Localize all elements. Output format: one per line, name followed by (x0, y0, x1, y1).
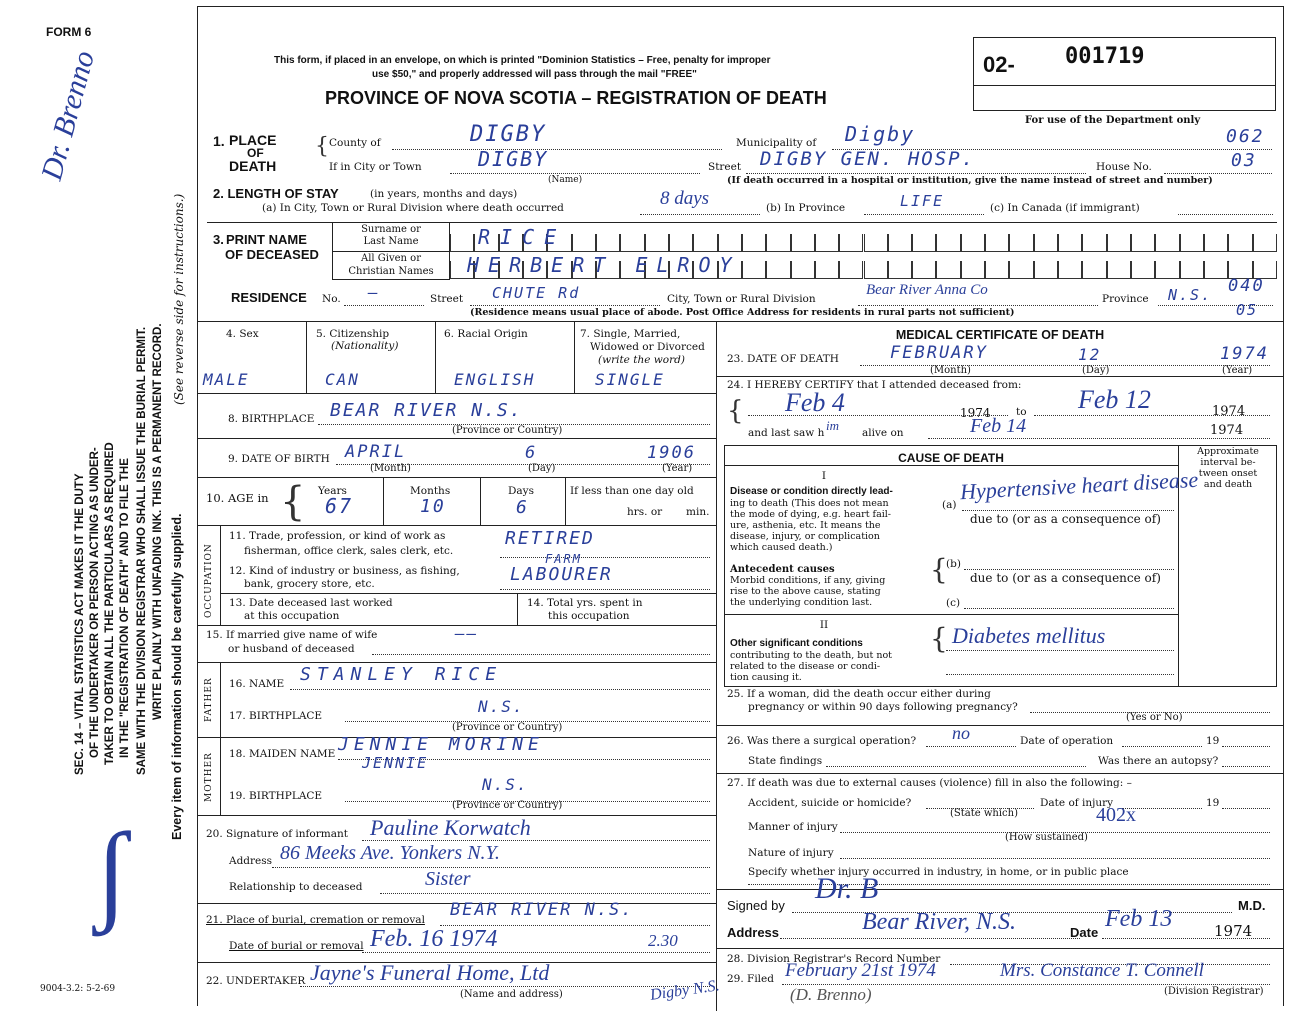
letter-box (1131, 261, 1155, 279)
given-label-1: All Given or (361, 253, 421, 264)
birthplace-hint: (Province or Country) (452, 425, 563, 436)
certify-label: 24. I HEREBY CERTIFY that I attended deceased from: (727, 379, 1022, 391)
letter-box (766, 261, 790, 279)
spouse-label-2: or husband of deceased (228, 643, 355, 655)
county-value: DIGBY (470, 122, 547, 147)
letter-box (815, 234, 839, 252)
death-month: FEBRUARY (890, 343, 988, 363)
other-line-3: related to the disease or condi- (730, 661, 881, 672)
pregnancy-label: 25. If a woman, did the death occur either during (727, 688, 991, 700)
last-worked-label: 13. Date deceased last worked (229, 597, 393, 609)
other-line-2: contributing to the death, but not (730, 650, 893, 661)
father-name-value: STANLEY RICE (300, 664, 503, 685)
interval-label-4: and death (1203, 479, 1253, 490)
death-month-hint: (Month) (930, 365, 971, 376)
injury-code: 402x (1096, 804, 1136, 826)
letter-box (1082, 234, 1106, 252)
informant-value: Pauline Korwatch (370, 815, 531, 840)
letter-box (1204, 261, 1228, 279)
death-date-label: 23. DATE OF DEATH (727, 353, 839, 365)
antecedent-line-4: the underlying condition last. (730, 597, 873, 608)
letter-box (985, 234, 1009, 252)
signed-by-label: Signed by (727, 898, 785, 913)
surname-label-1: Surname or (361, 224, 421, 235)
death-year: 1974 (1220, 344, 1269, 364)
attended-to: Feb 12 (1078, 385, 1151, 414)
sidebar-line6: WRITE PLAINLY WITH UNFADING INK. THIS IS A PERMANENT RECORD. (152, 323, 164, 720)
form-title: PROVINCE OF NOVA SCOTIA – REGISTRATION OF DEATH (325, 88, 827, 108)
marital-label-3: (write the word) (598, 354, 685, 366)
pregnancy-label-2: pregnancy or within 90 days following pregnancy? (748, 701, 1018, 713)
date-op-19: 19 (1206, 735, 1220, 747)
age-months-label: Months (410, 485, 451, 497)
letter-box (888, 234, 912, 252)
stay-canada-label: (c) In Canada (if immigrant) (990, 202, 1140, 214)
dob-month-hint: (Month) (370, 463, 411, 474)
reg-number: 001719 (1065, 44, 1145, 69)
trade-value: RETIRED (505, 528, 595, 549)
letter-box (1155, 261, 1179, 279)
total-years-label-2: this occupation (548, 610, 630, 622)
letter-box (766, 234, 790, 252)
letter-box (815, 261, 839, 279)
letter-box (572, 234, 596, 252)
sidebar-line7: Every item of information should be carefully supplied. (170, 513, 184, 840)
res-province-label: Province (1102, 293, 1149, 305)
date-injury-19: 19 (1206, 797, 1220, 809)
registrar-value: Mrs. Constance T. Connell (1000, 960, 1204, 981)
dob-day: 6 (525, 443, 538, 463)
alive-on-label: alive on (862, 427, 904, 439)
age-months: 10 (420, 496, 446, 517)
side-note: Dr. Brenno (35, 47, 102, 184)
letter-box (1058, 261, 1082, 279)
hospital-note: (If death occurred in a hospital or institution, give the name instead of street and number) (727, 175, 1213, 186)
county-label: County of (329, 137, 381, 149)
cause-b-label: (b) (946, 558, 961, 570)
of-label: OF (247, 146, 264, 160)
md-label: M.D. (1238, 898, 1266, 913)
burial-place-value: BEAR RIVER N.S. (450, 900, 634, 920)
disease-line-4: ure, asthenia, etc. It means the (730, 520, 881, 531)
given-label-2: Christian Names (348, 266, 434, 277)
trade-label-2: fisherman, office clerk, sales clerk, etc. (244, 545, 454, 557)
spouse-value: —— (455, 624, 479, 643)
antecedent-line-1: Antecedent causes (730, 564, 835, 575)
letter-box (985, 261, 1009, 279)
letter-box (645, 234, 669, 252)
signed-by-value: Dr. B (815, 872, 879, 905)
letter-box (1082, 261, 1106, 279)
age-days: 6 (516, 497, 529, 518)
industry-value-1: FARM (545, 552, 582, 566)
letter-box (1009, 261, 1033, 279)
form-label: FORM 6 (46, 25, 92, 39)
res-code-1: 040 (1228, 276, 1265, 296)
birthplace-value: BEAR RIVER N.S. (330, 400, 523, 421)
letter-box (1131, 234, 1155, 252)
dob-label: 9. DATE OF BIRTH (228, 453, 330, 465)
birthplace-label: 8. BIRTHPLACE (228, 413, 315, 425)
print-name-label: PRINT NAME (226, 232, 307, 247)
mother-maiden-value: JENNIE MORINE (338, 734, 544, 755)
industry-label-2: bank, grocery store, etc. (244, 578, 375, 590)
letter-box (936, 234, 960, 252)
manner-label: Manner of injury (748, 821, 838, 833)
street-label: Street (708, 161, 742, 173)
letter-box (912, 234, 936, 252)
spouse-label: 15. If married give name of wife (206, 629, 378, 641)
letter-box (1107, 234, 1131, 252)
surgical-label: 26. Was there a surgical operation? (727, 735, 917, 747)
surgical-value: no (952, 723, 970, 743)
industry-value-2: LABOURER (510, 564, 613, 585)
how-hint: (How sustained) (1005, 832, 1088, 843)
res-street-label: Street (430, 293, 464, 305)
total-years-label: 14. Total yrs. spent in (527, 597, 643, 609)
brenno-note: (D. Brenno) (790, 985, 872, 1004)
res-code-2: 05 (1236, 301, 1259, 319)
notice-2: use $50," and properly addressed will pass through the mail "FREE" (372, 69, 697, 80)
due-to-1: due to (or as a consequence of) (970, 512, 1161, 526)
stay-province-label: (b) In Province (766, 202, 846, 214)
letter-box (961, 234, 985, 252)
sidebar-line8: (See reverse side for instructions.) (172, 193, 186, 405)
father-birthplace-hint: (Province or Country) (452, 722, 563, 733)
letter-box (1180, 261, 1204, 279)
father-birthplace-label: 17. BIRTHPLACE (229, 710, 323, 722)
med-date-label: Date (1070, 925, 1099, 940)
to-label: to (1016, 406, 1027, 418)
cause-a-label: (a) (942, 499, 957, 511)
informant-address-value: 86 Meeks Ave. Yonkers N.Y. (280, 842, 500, 864)
relationship-value: Sister (425, 868, 471, 890)
marital-value: SINGLE (595, 370, 665, 389)
city-value: DIGBY (478, 147, 549, 171)
burial-place-label: 21. Place of burial, cremation or removal (206, 914, 425, 926)
letter-box (791, 261, 815, 279)
of-deceased-label: OF DECEASED (225, 247, 319, 262)
registrar-hint: (Division Registrar) (1164, 986, 1264, 997)
undertaker-hint: (Name and address) (460, 989, 563, 1000)
father-name-label: 16. NAME (229, 678, 285, 690)
letter-box (1204, 234, 1228, 252)
filed-label: 29. Filed (727, 973, 774, 985)
relationship-label: Relationship to deceased (229, 881, 363, 893)
hrs-label: hrs. or (627, 506, 663, 518)
residence-note: (Residence means usual place of abode. Post Office Address for residents in rural parts not sufficient) (470, 307, 1015, 318)
res-no-label: No. (322, 293, 341, 305)
record-number-label: 28. Division Registrar's Record Number (727, 953, 941, 965)
letter-box (1180, 234, 1204, 252)
last-alive: Feb 14 (970, 415, 1027, 437)
alive-year: 1974 (1210, 423, 1244, 438)
given-value: HERBERT ELROY (467, 253, 741, 277)
date-op-label: Date of operation (1020, 735, 1114, 747)
dob-year: 1906 (647, 443, 696, 463)
industry-label: 12. Kind of industry or business, as fishing, (229, 565, 460, 577)
section-2-hint: (in years, months and days) (370, 188, 518, 200)
name-hint: (Name) (548, 175, 583, 185)
house-value: 03 (1231, 150, 1257, 171)
place-label: PLACE (229, 132, 277, 148)
letter-box (961, 261, 985, 279)
sidebar-line5: SAME WITH THE DIVISION REGISTRAR WHO SHALL ISSUE THE BURIAL PERMIT. (136, 326, 148, 775)
disease-line-6: which caused death.) (730, 542, 833, 553)
surname-label-2: Last Name (363, 236, 419, 247)
other-line-4: tion causing it. (730, 672, 802, 683)
letter-box (1253, 234, 1277, 252)
cause-a-value: Hypertensive heart disease (959, 466, 1199, 505)
res-street-value: CHUTE Rd (492, 284, 581, 302)
yes-no-hint: (Yes or No) (1126, 712, 1183, 723)
undertaker-label: 22. UNDERTAKER (206, 975, 306, 987)
medical-certificate-title: MEDICAL CERTIFICATE OF DEATH (895, 328, 1105, 342)
mother-birthplace-value: N.S. (482, 775, 529, 794)
mother-maiden-label: 18. MAIDEN NAME (229, 748, 336, 760)
death-year-hint: (Year) (1222, 365, 1253, 376)
letter-box (596, 234, 620, 252)
city-label: If in City or Town (329, 161, 422, 173)
death-day: 12 (1078, 345, 1102, 364)
section-2-label: 2. LENGTH OF STAY (213, 186, 339, 201)
stay-city-label: (a) In City, Town or Rural Division where death occurred (262, 202, 564, 214)
attended-from: Feb 4 (785, 388, 845, 417)
interval-label-1: Approximate (1197, 446, 1259, 457)
sex-label: 4. Sex (226, 328, 259, 340)
street-value: DIGBY GEN. HOSP. (760, 148, 976, 170)
residence-label: RESIDENCE (231, 290, 307, 305)
frame-top (197, 6, 1284, 7)
occupation-vertical-label: OCCUPATION (204, 543, 214, 618)
frame-right (1283, 6, 1284, 1006)
stay-city-value: 8 days (660, 188, 710, 209)
nature-label: Nature of injury (748, 847, 834, 859)
nationality-label: (Nationality) (331, 340, 399, 352)
sidebar-line3: TAKER TO OBTAIN ALL THE PARTICULARS AS REQUIRED (104, 442, 116, 765)
interval-label-2: interval be- (1200, 457, 1256, 468)
due-to-2: due to (or as a consequence of) (970, 571, 1161, 585)
dob-year-hint: (Year) (662, 463, 693, 474)
letter-box (936, 261, 960, 279)
section-3-num: 3. (213, 232, 224, 247)
cause-title: CAUSE OF DEATH (898, 451, 1004, 465)
letter-box (450, 234, 474, 252)
state-which-hint: (State which) (950, 808, 1018, 819)
letter-box (1155, 234, 1179, 252)
section-1-num: 1. (213, 133, 225, 149)
less-day-label: If less than one day old (570, 485, 694, 497)
death-day-hint: (Day) (1082, 365, 1110, 376)
roman-1: I (821, 470, 827, 482)
age-days-label: Days (508, 485, 534, 497)
autopsy-label: Was there an autopsy? (1098, 755, 1219, 767)
state-findings-label: State findings (748, 755, 823, 767)
dob-month: APRIL (345, 442, 407, 462)
age-label: 10. AGE in (206, 491, 269, 505)
dob-day-hint: (Day) (528, 463, 556, 474)
res-province-value: N.S. (1168, 286, 1213, 304)
informant-address-label: Address (229, 855, 273, 867)
roman-2: II (819, 619, 829, 631)
sex-value: MALE (203, 370, 250, 389)
letter-box (864, 234, 888, 252)
municipality-value: Digby (845, 122, 916, 146)
date-injury-label: Date of injury (1040, 797, 1114, 809)
marital-label-1: 7. Single, Married, (580, 328, 681, 340)
mother-birthplace-hint: (Province or Country) (452, 800, 563, 811)
racial-label: 6. Racial Origin (444, 328, 528, 340)
letter-box (791, 234, 815, 252)
filed-value: February 21st 1974 (785, 960, 936, 981)
father-birthplace-value: N.S. (478, 697, 525, 716)
sidebar-line4: IN THE "REGISTRATION OF DEATH" AND TO FILE THE (119, 458, 131, 758)
form-code: 9004-3.2: 5-2-69 (40, 984, 116, 994)
sidebar-line2: OF THE UNDERTAKER OR PERSON ACTING AS UNDER- (89, 447, 101, 758)
other-line-1: Other significant conditions (730, 638, 863, 649)
reg-prefix: 02- (983, 52, 1015, 77)
frame-left (197, 6, 198, 1006)
letter-box (839, 261, 863, 279)
med-date-value: Feb 13 (1105, 906, 1173, 932)
letter-box (669, 234, 693, 252)
res-city-label: City, Town or Rural Division (667, 293, 816, 305)
letter-box (1228, 234, 1252, 252)
letter-box (888, 261, 912, 279)
last-saw-h: im (826, 418, 839, 433)
undertaker-value-2: Digby N.S. (649, 977, 721, 1004)
citizenship-value: CAN (325, 370, 360, 389)
med-address-label: Address (727, 925, 780, 940)
house-label: House No. (1096, 161, 1152, 173)
from-year: 1974 (960, 406, 991, 420)
death-label: DEATH (229, 158, 277, 174)
min-label: min. (686, 506, 710, 518)
surname-value: RICE (478, 225, 567, 249)
letter-box (742, 261, 766, 279)
antecedent-line-3: rise to the above cause, stating (730, 586, 881, 597)
letter-box (1034, 261, 1058, 279)
letter-box (1107, 261, 1131, 279)
racial-value: ENGLISH (454, 370, 536, 389)
letter-box (1058, 234, 1082, 252)
letter-box (912, 261, 936, 279)
external-label: 27. If death was due to external causes (violence) fill in also the following: – (727, 777, 1132, 789)
marital-label-2: Widowed or Divorced (590, 341, 705, 353)
cause-c-label: (c) (946, 597, 961, 609)
undertaker-value: Jayne's Funeral Home, Ltd (310, 960, 550, 985)
res-no-value: — (368, 283, 380, 302)
burial-time-value: 2.30 (648, 931, 678, 950)
sidebar-line1: SEC. 14 – VITAL STATISTICS ACT MAKES IT THE DUTY (74, 473, 86, 775)
mother-maiden-alt: JENNIE (362, 754, 429, 772)
mother-vertical-label: MOTHER (204, 752, 214, 802)
burial-date-value: Feb. 16 1974 (370, 926, 498, 952)
letter-box (1034, 234, 1058, 252)
med-year-value: 1974 (1214, 922, 1253, 940)
age-years-label: Years (318, 485, 347, 497)
med-address-value: Bear River, N.S. (862, 909, 1016, 935)
letter-box (839, 234, 863, 252)
antecedent-line-2: Morbid conditions, if any, giving (730, 575, 886, 586)
mother-birthplace-label: 19. BIRTHPLACE (229, 790, 323, 802)
letter-box (742, 234, 766, 252)
interval-label-3: tween onset (1198, 468, 1258, 479)
accident-label: Accident, suicide or homicide? (748, 797, 912, 809)
letter-box (864, 261, 888, 279)
side-marks: ʃ (84, 810, 137, 936)
specify-label: Specify whether injury occurred in industry, in home, or in public place (748, 866, 1129, 878)
municipality-code: 062 (1226, 126, 1265, 147)
age-years: 67 (325, 494, 354, 518)
stay-province-value: LIFE (900, 192, 945, 210)
disease-line-3: the mode of dying, e.g. heart fail- (730, 509, 892, 520)
disease-line-1: Disease or condition directly lead- (730, 486, 893, 497)
burial-date-label: Date of burial or removal (229, 940, 364, 952)
last-saw-label: and last saw h (748, 427, 825, 439)
dept-use: For use of the Department only (1025, 115, 1201, 126)
trade-label: 11. Trade, profession, or kind of work as (229, 530, 446, 542)
last-worked-label-2: at this occupation (244, 610, 340, 622)
to-year: 1974 (1212, 404, 1246, 419)
letter-box (1009, 234, 1033, 252)
letter-box (620, 234, 644, 252)
informant-label: 20. Signature of informant (206, 828, 348, 840)
disease-line-2: ing to death (This does not mean (730, 498, 889, 509)
father-vertical-label: FATHER (204, 677, 214, 722)
disease-line-5: disease, injury, or complication (730, 531, 880, 542)
other-condition-value: Diabetes mellitus (952, 623, 1106, 648)
citizenship-label: 5. Citizenship (316, 328, 390, 340)
letter-box (718, 234, 742, 252)
letter-box (693, 234, 717, 252)
notice-1: This form, if placed in an envelope, on which is printed "Dominion Statistics – Free, penalty for improper (274, 55, 771, 66)
res-city-value: Bear River Anna Co (866, 282, 988, 298)
municipality-label: Municipality of (736, 137, 817, 149)
